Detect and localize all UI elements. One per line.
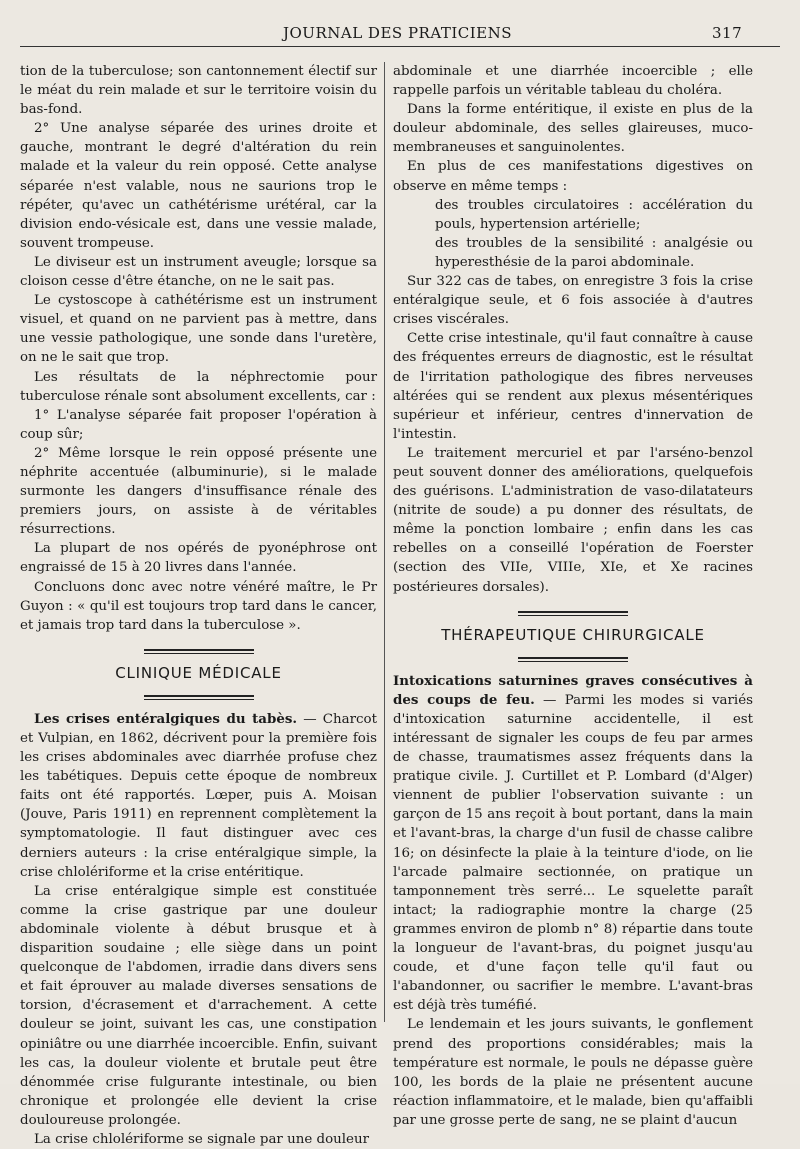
section-heading: THÉRAPEUTIQUE CHIRURGICALE <box>441 625 705 644</box>
paragraph: Le diviseur est un instrument aveugle; lorsque sa cloison cesse d'être étanche, on ne le sait pas. <box>20 254 377 290</box>
paragraph: Sur 322 cas de tabes, on enregistre 3 fois la crise entéralgique seule, et 6 fois associée à d'autres crises viscérales. <box>393 274 753 328</box>
paragraph: tion de la tuberculose; son cantonnement électif sur le méat du rein malade et sur le territoire voisin du bas-fond. <box>20 64 377 118</box>
article-paragraph <box>20 710 377 882</box>
decorative-rule <box>144 695 254 700</box>
article-lead-text: — Charcot et Vulpian, en 1862, décrivent pour la première fois les crises abdominales avec diarrhée profuse chez les tabétiques. Depuis cette époque de nombreux faits ont été rapportés. Lœper, puis A. Moisan (Jouve, Paris 1911) en reprennent complètement la symptomatologie. Il faut distinguer avec ces derniers auteurs : la crise entéralgique simple, la crise chlolériforme et la crise entéritique. <box>20 711 377 880</box>
article-title: Intoxications saturnines graves consécutives à des coups de feu. <box>393 672 753 708</box>
article-title: Les crises entéralgiques du tabès. <box>34 710 298 727</box>
right-column <box>393 62 753 1130</box>
paragraph: 1° L'analyse séparée fait proposer l'opération à coup sûr; <box>20 407 377 442</box>
paragraph: abdominale et une diarrhée incoercible ; elle rappelle parfois un véritable tableau du choléra. <box>393 64 753 99</box>
paragraph: La crise entéralgique simple est constituée comme la crise gastrique par une douleur abdominale violente à début brusque et à disparition soudaine ; elle siège dans un point quelconque de l'abdomen, irradie dans divers sens et fait éprouver au malade diverses sensations de torsion, d'écrasement et d'arrachement. A cette douleur se joint, suivant les cas, une constipation opiniâtre ou une diarrhée incoercible. Enfin, suivant les cas, la douleur violente et brutale peut être dénommée crise fulgurante intestinale, ou bien chronique et prolongée elle devient la crise douloureuse prolongée. <box>20 883 377 1128</box>
paragraph: La crise chlolériforme se signale par une douleur <box>34 1131 370 1147</box>
list-item: des troubles circulatoires : accélération du pouls, hypertension artérielle; <box>435 197 753 232</box>
article-lead-text: — Parmi les modes si variés d'intoxication saturnine accidentelle, il est intéressant de signaler les coups de feu par armes de chasse, traumatismes assez fréquents dans la pratique civile. J. Curtillet et P. Lombard (d'Alger) viennent de publier l'observation suivante : un garçon de 15 ans reçoit à bout portant, dans la main et l'avant-bras, la charge d'un fusil de chasse calibre 16; on désinfecte la plaie à la teinture d'iode, on lie l'arcade palmaire sectionnée, on pratique un tamponnement très serré... Le squelette paraît intact; la radiographie montre la charge (25 grammes environ de plomb n° 8) répartie dans toute la longueur de l'avant-bras, du poignet jusqu'au coude, et d'une façon telle qu'il faut ou l'abandonner, ou sacrifier le membre. L'avant-bras est déjà très tuméfié. <box>393 692 753 1014</box>
column-divider <box>384 62 385 1022</box>
header-rule <box>20 46 780 47</box>
page-number: 317 <box>712 24 743 42</box>
paragraph: En plus de ces manifestations digestives on observe en même temps : <box>393 159 753 194</box>
paragraph: Le lendemain et les jours suivants, le gonflement prend des proportions considérables; mais la température est normale, le pouls ne dépasse guère 100, les bords de la plaie ne présentent aucune réaction inflammatoire, et le malade, bien qu'affaibli par une grosse perte de sang, ne se plaint d'aucun <box>393 1017 753 1128</box>
paragraph: Concluons donc avec notre vénéré maître, le Pr Guyon : « qu'il est toujours trop tard dans le cancer, et jamais trop tard dans la tuberculose ». <box>20 579 377 633</box>
decorative-rule <box>518 657 628 662</box>
paragraph: 2° Une analyse séparée des urines droite et gauche, montrant le degré d'altération du rein malade et la valeur du rein opposé. Cette analyse séparée n'est valable, nous ne saurions trop le répéter, qu'avec un cathétérisme urétéral, car la division endo-vésicale est, dans une vessie malade, souvent trompeuse. <box>20 121 377 251</box>
paragraph: Le cystoscope à cathétérisme est un instrument visuel, et quand on ne parvient pas à mettre, dans une vessie pathologique, une sonde dans l'uretère, on ne le sait que trop. <box>20 293 377 366</box>
decorative-rule <box>144 649 254 654</box>
paragraph: Les résultats de la néphrectomie pour tuberculose rénale sont absolument excellents, car : <box>20 369 377 404</box>
decorative-rule <box>518 611 628 616</box>
article-paragraph <box>393 672 753 1016</box>
list-item: des troubles de la sensibilité : analgésie ou hyperesthésie de la paroi abdominale. <box>435 235 753 270</box>
running-title: JOURNAL DES PRATICIENS <box>283 24 513 42</box>
paragraph: La plupart de nos opérés de pyonéphrose ont engraissé de 15 à 20 livres dans l'année. <box>20 541 377 576</box>
section-header-block <box>20 649 377 700</box>
left-column <box>20 62 377 1149</box>
paragraph: Cette crise intestinale, qu'il faut connaître à cause des fréquentes erreurs de diagnostic, est le résultat de l'irritation pathologique des fibres nerveuses altérées qui se rendent aux plexus mésentériques supérieur et inférieur, centres d'innervation de l'intestin. <box>393 331 753 442</box>
paragraph: 2° Même lorsque le rein opposé présente une néphrite accentuée (albuminurie), si le malade surmonte les dangers d'insuffisance rénale des premiers jours, on assiste à de véritables résurrections. <box>20 445 377 538</box>
paragraph: Le traitement mercuriel et par l'arséno-benzol peut souvent donner des améliorations, quelquefois des guérisons. L'administration de vaso-dilatateurs (nitrite de soude) a pu donner des résultats, de même la ponction lombaire ; enfin dans les cas rebelles on a conseillé l'opération de Foerster (section des VIIe, VIIIe, XIe, et Xe racines postérieures dorsales). <box>393 445 753 595</box>
section-heading: CLINIQUE MÉDICALE <box>115 663 282 682</box>
section-header-block <box>393 611 753 662</box>
paragraph: Dans la forme entéritique, il existe en plus de la douleur abdominale, des selles glaireuses, muco-membraneuses et sanguinolentes. <box>393 102 753 156</box>
running-head <box>0 20 800 46</box>
